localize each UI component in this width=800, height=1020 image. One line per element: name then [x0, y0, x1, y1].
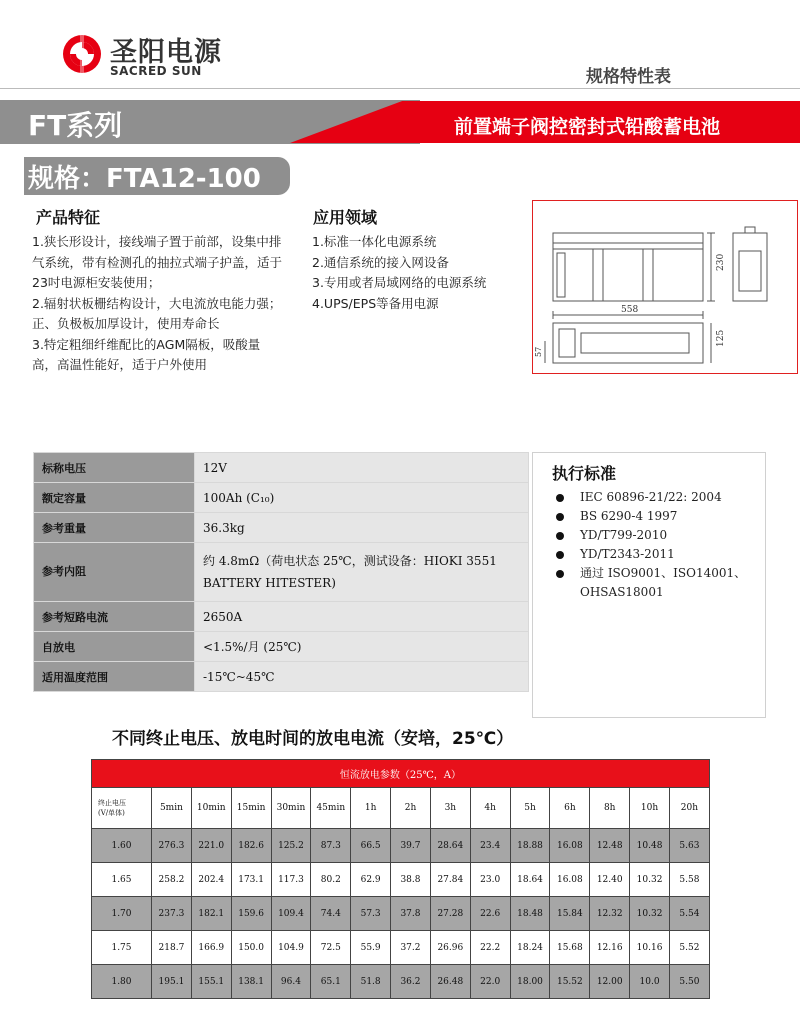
standard-item: 通过 ISO9001、ISO14001、OHSAS18001: [556, 564, 756, 602]
discharge-current-cell: 62.9: [351, 863, 391, 897]
model-title: 规格：FTA12-100: [28, 164, 261, 194]
discharge-current-cell: 18.88: [510, 829, 550, 863]
discharge-current-cell: 36.2: [391, 965, 431, 999]
standards-heading: 执行标准: [552, 464, 617, 483]
discharge-current-cell: 74.4: [311, 897, 351, 931]
discharge-current-cell: 155.1: [191, 965, 231, 999]
discharge-time-header: 10min: [191, 788, 231, 829]
discharge-time-header: 2h: [391, 788, 431, 829]
discharge-current-cell: 12.48: [590, 829, 630, 863]
discharge-row: [92, 829, 710, 863]
bullet-icon: [556, 532, 564, 540]
sacred-sun-logo-icon: [62, 34, 102, 74]
product-title: 前置端子阀控密封式铅酸蓄电池: [453, 116, 720, 138]
discharge-current-cell: 37.8: [391, 897, 431, 931]
discharge-table: [91, 759, 710, 999]
discharge-current-cell: 15.52: [550, 965, 590, 999]
battery-outline-drawing: [533, 201, 797, 373]
spec-row: [34, 483, 529, 513]
spec-value: 约 4.8mΩ（荷电状态 25℃，测试设备：HIOKI 3551 BATTERY HITESTER): [195, 543, 529, 602]
standard-item: IEC 60896-21/22: 2004: [556, 488, 756, 507]
discharge-current-cell: 12.32: [590, 897, 630, 931]
spec-value: 100Ah (C₁₀): [195, 483, 529, 513]
spec-label: 参考内阻: [34, 543, 195, 602]
discharge-current-cell: 258.2: [152, 863, 192, 897]
discharge-current-cell: 5.63: [669, 829, 709, 863]
discharge-current-cell: 51.8: [351, 965, 391, 999]
discharge-current-cell: 12.00: [590, 965, 630, 999]
spec-label: 参考短路电流: [34, 602, 195, 632]
discharge-time-header: 20h: [669, 788, 709, 829]
discharge-current-cell: 125.2: [271, 829, 311, 863]
discharge-current-cell: 150.0: [231, 931, 271, 965]
application-item: 3.专用或者局域网络的电源系统: [312, 275, 487, 290]
spec-value: 2650A: [195, 602, 529, 632]
application-item: 1.标准一体化电源系统: [312, 234, 437, 249]
discharge-current-cell: 10.48: [630, 829, 670, 863]
discharge-current-cell: 12.16: [590, 931, 630, 965]
discharge-current-cell: 138.1: [231, 965, 271, 999]
applications-list: [312, 232, 522, 314]
spec-row: [34, 513, 529, 543]
discharge-time-header: 30min: [271, 788, 311, 829]
discharge-current-cell: 10.0: [630, 965, 670, 999]
discharge-current-cell: 182.1: [191, 897, 231, 931]
discharge-current-cell: 18.24: [510, 931, 550, 965]
discharge-current-cell: 26.48: [430, 965, 470, 999]
discharge-current-cell: 15.84: [550, 897, 590, 931]
discharge-current-cell: 72.5: [311, 931, 351, 965]
discharge-current-cell: 5.52: [669, 931, 709, 965]
bullet-icon: [556, 570, 564, 578]
discharge-current-cell: 18.00: [510, 965, 550, 999]
discharge-current-cell: 57.3: [351, 897, 391, 931]
discharge-time-header: 5min: [152, 788, 192, 829]
spec-row: [34, 602, 529, 632]
discharge-row: [92, 965, 710, 999]
spec-value: 36.3kg: [195, 513, 529, 543]
series-title: FT系列: [28, 109, 123, 142]
spec-label: 适用温度范围: [34, 662, 195, 692]
spec-label: 参考重量: [34, 513, 195, 543]
discharge-current-cell: 166.9: [191, 931, 231, 965]
discharge-current-cell: 5.50: [669, 965, 709, 999]
standard-item: YD/T799-2010: [556, 526, 756, 545]
discharge-current-cell: 27.28: [430, 897, 470, 931]
discharge-current-cell: 23.0: [470, 863, 510, 897]
discharge-current-cell: 182.6: [231, 829, 271, 863]
discharge-current-cell: 195.1: [152, 965, 192, 999]
discharge-time-header: 15min: [231, 788, 271, 829]
discharge-current-cell: 12.40: [590, 863, 630, 897]
discharge-time-header: 5h: [510, 788, 550, 829]
discharge-current-cell: 27.84: [430, 863, 470, 897]
discharge-row: [92, 863, 710, 897]
discharge-current-cell: 16.08: [550, 829, 590, 863]
discharge-current-cell: 276.3: [152, 829, 192, 863]
discharge-time-header: 3h: [430, 788, 470, 829]
feature-item: 1.狭长形设计，接线端子置于前部，设集中排气系统，带有检测孔的抽拉式端子护盖，适于23吋电源柜安装使用；: [32, 234, 283, 290]
discharge-current-cell: 22.6: [470, 897, 510, 931]
discharge-current-cell: 22.2: [470, 931, 510, 965]
discharge-time-header: 10h: [630, 788, 670, 829]
spec-row: [34, 453, 529, 483]
discharge-current-cell: 10.32: [630, 897, 670, 931]
discharge-current-cell: 237.3: [152, 897, 192, 931]
discharge-time-header: 4h: [470, 788, 510, 829]
dim-small-label: 57: [534, 346, 543, 357]
discharge-current-cell: 39.7: [391, 829, 431, 863]
brand-name-cn: 圣阳电源: [110, 37, 222, 68]
spec-label: 额定容量: [34, 483, 195, 513]
end-voltage-cell: 1.70: [92, 897, 152, 931]
applications-heading: 应用领域: [313, 208, 378, 227]
battery-dimension-drawing: [532, 200, 798, 374]
discharge-current-cell: 117.3: [271, 863, 311, 897]
discharge-current-cell: 18.64: [510, 863, 550, 897]
application-item: 2.通信系统的接入网设备: [312, 254, 449, 270]
voltage-header-cell: 终止电压 (V/单体): [92, 788, 152, 829]
feature-item: 3.特定粗细纤维配比的AGM隔板，吸酸量高，高温性能好，适于户外使用: [32, 336, 261, 372]
discharge-current-cell: 38.8: [391, 863, 431, 897]
discharge-current-cell: 23.4: [470, 829, 510, 863]
spec-label: 自放电: [34, 632, 195, 662]
discharge-current-cell: 173.1: [231, 863, 271, 897]
end-voltage-cell: 1.75: [92, 931, 152, 965]
dim-width-label: 125: [716, 329, 726, 347]
discharge-current-cell: 159.6: [231, 897, 271, 931]
discharge-current-cell: 96.4: [271, 965, 311, 999]
application-item: 4.UPS/EPS等备用电源: [312, 295, 439, 311]
standard-item: BS 6290-4 1997: [556, 507, 756, 526]
discharge-current-cell: 18.48: [510, 897, 550, 931]
feature-item: 2.辐射状板栅结构设计，大电流放电能力强；正、负极板加厚设计，使用寿命长: [32, 295, 282, 331]
bullet-icon: [556, 551, 564, 559]
discharge-current-cell: 22.0: [470, 965, 510, 999]
discharge-current-cell: 202.4: [191, 863, 231, 897]
bullet-icon: [556, 494, 564, 502]
discharge-current-cell: 65.1: [311, 965, 351, 999]
discharge-current-cell: 104.9: [271, 931, 311, 965]
discharge-current-cell: 15.68: [550, 931, 590, 965]
dim-length-label: 558: [621, 305, 639, 315]
discharge-row: [92, 931, 710, 965]
discharge-time-header: 8h: [590, 788, 630, 829]
discharge-current-cell: 218.7: [152, 931, 192, 965]
discharge-header-row: [92, 788, 710, 829]
discharge-time-header: 6h: [550, 788, 590, 829]
discharge-current-cell: 10.32: [630, 863, 670, 897]
features-list: [32, 232, 284, 376]
discharge-current-cell: 28.64: [430, 829, 470, 863]
bullet-icon: [556, 513, 564, 521]
discharge-current-cell: 16.08: [550, 863, 590, 897]
discharge-heading: 不同终止电压、放电时间的放电电流（安培，25℃）: [112, 729, 514, 749]
spec-row: [34, 632, 529, 662]
features-heading: 产品特征: [36, 208, 101, 227]
discharge-current-cell: 80.2: [311, 863, 351, 897]
end-voltage-cell: 1.65: [92, 863, 152, 897]
discharge-current-cell: 5.54: [669, 897, 709, 931]
discharge-current-cell: 26.96: [430, 931, 470, 965]
spec-table: [33, 452, 529, 692]
discharge-current-cell: 66.5: [351, 829, 391, 863]
end-voltage-cell: 1.60: [92, 829, 152, 863]
discharge-current-cell: 87.3: [311, 829, 351, 863]
brand-name-en: SACRED SUN: [110, 64, 202, 78]
end-voltage-cell: 1.80: [92, 965, 152, 999]
discharge-current-cell: 55.9: [351, 931, 391, 965]
discharge-time-header: 45min: [311, 788, 351, 829]
header-divider: [0, 88, 800, 89]
dim-height-label: 230: [716, 253, 726, 271]
discharge-current-cell: 5.58: [669, 863, 709, 897]
discharge-caption-row: [92, 760, 710, 788]
discharge-current-cell: 221.0: [191, 829, 231, 863]
spec-value: 12V: [195, 453, 529, 483]
discharge-current-cell: 109.4: [271, 897, 311, 931]
spec-sheet-label: 规格特性表: [586, 67, 671, 87]
spec-value: <1.5%/月 (25℃): [195, 632, 529, 662]
discharge-current-cell: 37.2: [391, 931, 431, 965]
discharge-time-header: 1h: [351, 788, 391, 829]
standards-list: [556, 488, 756, 602]
spec-label: 标称电压: [34, 453, 195, 483]
spec-row: [34, 662, 529, 692]
spec-row: [34, 543, 529, 602]
discharge-caption: 恒流放电参数（25℃，A）: [92, 760, 710, 788]
spec-value: -15℃~45℃: [195, 662, 529, 692]
standard-item: YD/T2343-2011: [556, 545, 756, 564]
discharge-current-cell: 10.16: [630, 931, 670, 965]
discharge-row: [92, 897, 710, 931]
